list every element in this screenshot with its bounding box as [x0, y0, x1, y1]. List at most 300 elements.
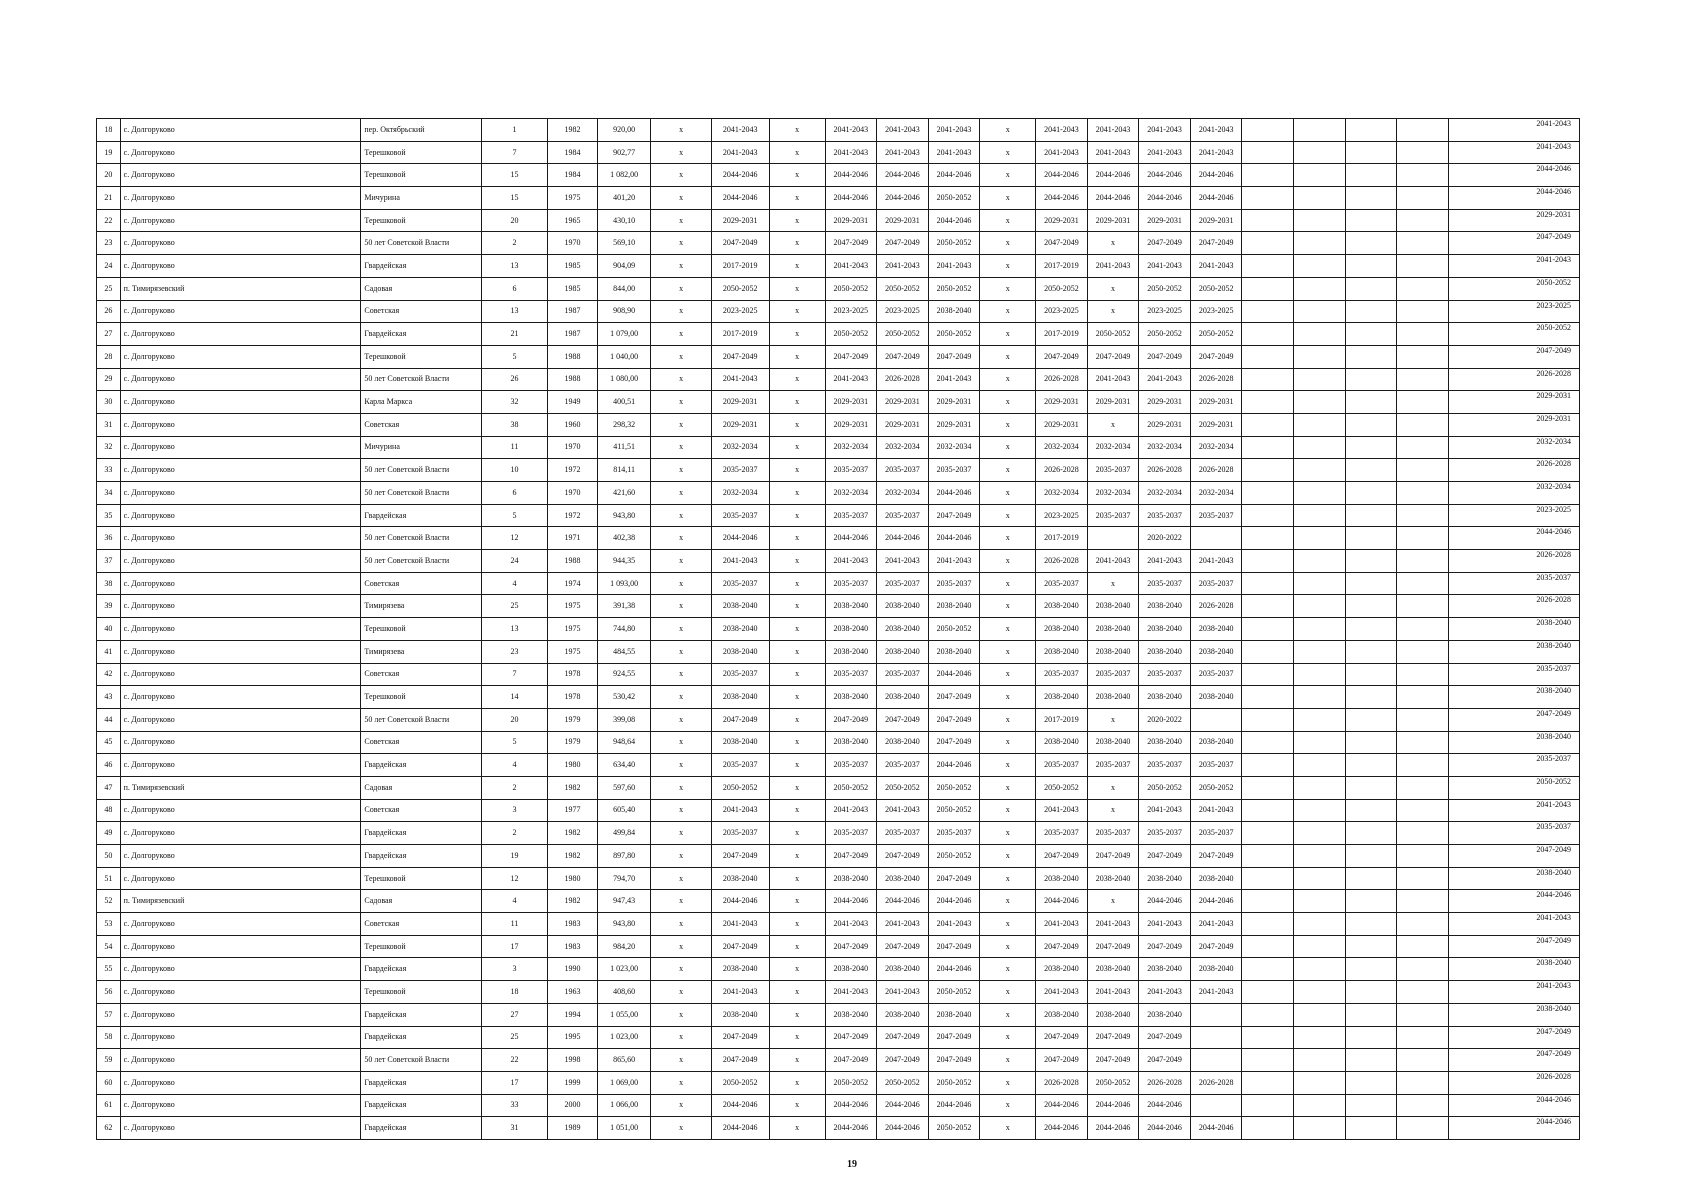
cell-c15-cell: x [1087, 413, 1139, 436]
cell-c18-cell [1242, 686, 1294, 709]
cell-c17-cell: 2044-2046 [1190, 890, 1242, 913]
row-number-cell: 52 [97, 890, 121, 913]
cell-c9-cell: x [769, 799, 825, 822]
row-number-cell: 27 [97, 323, 121, 346]
cell-c18-cell [1242, 663, 1294, 686]
cell-c7-cell: x [651, 958, 711, 981]
planned-period-cell: 2023-2025 [1448, 300, 1579, 323]
cell-c12-cell: 2035-2037 [928, 572, 980, 595]
planned-period-cell: 2026-2028 [1448, 550, 1579, 573]
cell-c15-cell: 2035-2037 [1087, 754, 1139, 777]
cell-c17-cell: 2041-2043 [1190, 119, 1242, 142]
cell-c13-cell: x [980, 1094, 1036, 1117]
cell-c11-cell: 2038-2040 [877, 958, 929, 981]
cell-c13-cell: x [980, 527, 1036, 550]
street-cell: Гвардейская [361, 845, 481, 868]
cell-c17-cell [1190, 1094, 1242, 1117]
street-cell: Терешковой [361, 867, 481, 890]
cell-c16-cell: 2041-2043 [1139, 368, 1191, 391]
cell-c8-cell: 2038-2040 [711, 686, 769, 709]
cell-c11-cell: 2035-2037 [877, 754, 929, 777]
cell-c20-cell [1345, 119, 1397, 142]
cell-c8-cell: 2044-2046 [711, 1094, 769, 1117]
settlement-cell: с. Долгоруково [120, 1117, 361, 1140]
street-cell: Советская [361, 731, 481, 754]
cell-c14-cell: 2038-2040 [1036, 686, 1088, 709]
cell-c17-cell: 2038-2040 [1190, 686, 1242, 709]
cell-c14-cell: 2047-2049 [1036, 232, 1088, 255]
planned-period-cell: 2038-2040 [1448, 1003, 1579, 1026]
cell-c19-cell [1294, 708, 1346, 731]
row-number-cell: 26 [97, 300, 121, 323]
cell-c11-cell: 2038-2040 [877, 595, 929, 618]
house-number-cell: 20 [481, 209, 548, 232]
planned-period-cell: 2041-2043 [1448, 799, 1579, 822]
cell-c12-cell: 2044-2046 [928, 1094, 980, 1117]
house-number-cell: 11 [481, 913, 548, 936]
settlement-cell: с. Долгоруково [120, 981, 361, 1004]
cell-c19-cell [1294, 981, 1346, 1004]
year-built-cell: 1983 [548, 913, 597, 936]
cell-c7-cell: x [651, 323, 711, 346]
cell-c13-cell: x [980, 300, 1036, 323]
table-row [97, 845, 1580, 868]
cell-c12-cell: 2041-2043 [928, 913, 980, 936]
cell-c20-cell [1345, 822, 1397, 845]
cell-c17-cell: 2050-2052 [1190, 323, 1242, 346]
cell-c11-cell: 2032-2034 [877, 482, 929, 505]
row-number-cell: 37 [97, 550, 121, 573]
cell-c17-cell: 2038-2040 [1190, 731, 1242, 754]
cell-c10-cell: 2044-2046 [825, 890, 877, 913]
cell-c8-cell: 2035-2037 [711, 572, 769, 595]
planned-period-cell: 2041-2043 [1448, 255, 1579, 278]
house-number-cell: 6 [481, 277, 548, 300]
cell-c8-cell: 2035-2037 [711, 822, 769, 845]
cell-c16-cell: 2035-2037 [1139, 663, 1191, 686]
planned-period-cell: 2035-2037 [1448, 572, 1579, 595]
house-number-cell: 19 [481, 845, 548, 868]
cell-c19-cell [1294, 187, 1346, 210]
cell-c8-cell: 2044-2046 [711, 890, 769, 913]
cell-c14-cell: 2032-2034 [1036, 436, 1088, 459]
cell-c19-cell [1294, 935, 1346, 958]
house-number-cell: 12 [481, 867, 548, 890]
cell-c21-cell [1397, 731, 1449, 754]
cell-c10-cell: 2029-2031 [825, 391, 877, 414]
area-cell: 897,80 [597, 845, 651, 868]
cell-c12-cell: 2035-2037 [928, 822, 980, 845]
cell-c19-cell [1294, 345, 1346, 368]
cell-c12-cell: 2050-2052 [928, 277, 980, 300]
cell-c7-cell: x [651, 867, 711, 890]
cell-c19-cell [1294, 776, 1346, 799]
cell-c19-cell [1294, 1026, 1346, 1049]
year-built-cell: 1965 [548, 209, 597, 232]
table-row [97, 595, 1580, 618]
cell-c9-cell: x [769, 413, 825, 436]
cell-c16-cell: 2032-2034 [1139, 436, 1191, 459]
cell-c16-cell: 2041-2043 [1139, 141, 1191, 164]
cell-c20-cell [1345, 413, 1397, 436]
cell-c7-cell: x [651, 345, 711, 368]
table-row [97, 459, 1580, 482]
cell-c7-cell: x [651, 799, 711, 822]
cell-c12-cell: 2038-2040 [928, 300, 980, 323]
cell-c13-cell: x [980, 708, 1036, 731]
cell-c20-cell [1345, 776, 1397, 799]
cell-c17-cell: 2041-2043 [1190, 550, 1242, 573]
cell-c13-cell: x [980, 209, 1036, 232]
cell-c13-cell: x [980, 187, 1036, 210]
row-number-cell: 43 [97, 686, 121, 709]
cell-c10-cell: 2047-2049 [825, 232, 877, 255]
row-number-cell: 46 [97, 754, 121, 777]
house-number-cell: 4 [481, 890, 548, 913]
cell-c17-cell: 2041-2043 [1190, 255, 1242, 278]
cell-c16-cell: 2047-2049 [1139, 845, 1191, 868]
cell-c8-cell: 2044-2046 [711, 164, 769, 187]
cell-c9-cell: x [769, 595, 825, 618]
cell-c8-cell: 2041-2043 [711, 981, 769, 1004]
settlement-cell: с. Долгоруково [120, 799, 361, 822]
cell-c15-cell: 2044-2046 [1087, 1094, 1139, 1117]
cell-c8-cell: 2032-2034 [711, 436, 769, 459]
street-cell: Гвардейская [361, 1003, 481, 1026]
cell-c17-cell [1190, 1003, 1242, 1026]
area-cell: 1 080,00 [597, 368, 651, 391]
street-cell: Гвардейская [361, 1094, 481, 1117]
cell-c16-cell: 2044-2046 [1139, 1094, 1191, 1117]
cell-c9-cell: x [769, 482, 825, 505]
cell-c16-cell: 2041-2043 [1139, 913, 1191, 936]
cell-c19-cell [1294, 663, 1346, 686]
cell-c15-cell: 2035-2037 [1087, 663, 1139, 686]
cell-c15-cell: 2035-2037 [1087, 459, 1139, 482]
cell-c8-cell: 2041-2043 [711, 119, 769, 142]
cell-c10-cell: 2041-2043 [825, 255, 877, 278]
cell-c12-cell: 2047-2049 [928, 504, 980, 527]
area-cell: 1 093,00 [597, 572, 651, 595]
cell-c11-cell: 2047-2049 [877, 232, 929, 255]
house-number-cell: 21 [481, 323, 548, 346]
settlement-cell: с. Долгоруково [120, 618, 361, 641]
cell-c20-cell [1345, 345, 1397, 368]
cell-c21-cell [1397, 1094, 1449, 1117]
cell-c19-cell [1294, 550, 1346, 573]
cell-c16-cell: 2038-2040 [1139, 867, 1191, 890]
cell-c14-cell: 2050-2052 [1036, 277, 1088, 300]
street-cell: Гвардейская [361, 958, 481, 981]
cell-c10-cell: 2032-2034 [825, 482, 877, 505]
cell-c12-cell: 2050-2052 [928, 618, 980, 641]
cell-c13-cell: x [980, 550, 1036, 573]
cell-c21-cell [1397, 323, 1449, 346]
street-cell: 50 лет Советской Власти [361, 459, 481, 482]
street-cell: Советская [361, 572, 481, 595]
cell-c7-cell: x [651, 686, 711, 709]
year-built-cell: 1963 [548, 981, 597, 1004]
cell-c18-cell [1242, 731, 1294, 754]
area-cell: 401,20 [597, 187, 651, 210]
cell-c15-cell: 2044-2046 [1087, 187, 1139, 210]
year-built-cell: 1960 [548, 413, 597, 436]
cell-c13-cell: x [980, 323, 1036, 346]
cell-c14-cell: 2041-2043 [1036, 119, 1088, 142]
house-number-cell: 2 [481, 776, 548, 799]
area-cell: 1 069,00 [597, 1071, 651, 1094]
area-cell: 924,55 [597, 663, 651, 686]
row-number-cell: 31 [97, 413, 121, 436]
cell-c17-cell: 2044-2046 [1190, 164, 1242, 187]
area-cell: 634,40 [597, 754, 651, 777]
cell-c9-cell: x [769, 527, 825, 550]
year-built-cell: 1982 [548, 119, 597, 142]
row-number-cell: 54 [97, 935, 121, 958]
row-number-cell: 50 [97, 845, 121, 868]
street-cell: Советская [361, 300, 481, 323]
year-built-cell: 1970 [548, 482, 597, 505]
cell-c21-cell [1397, 958, 1449, 981]
cell-c18-cell [1242, 391, 1294, 414]
cell-c13-cell: x [980, 368, 1036, 391]
area-cell: 1 066,00 [597, 1094, 651, 1117]
house-number-cell: 3 [481, 799, 548, 822]
cell-c19-cell [1294, 209, 1346, 232]
year-built-cell: 1970 [548, 232, 597, 255]
cell-c13-cell: x [980, 935, 1036, 958]
cell-c15-cell: 2047-2049 [1087, 345, 1139, 368]
cell-c9-cell: x [769, 345, 825, 368]
year-built-cell: 1987 [548, 300, 597, 323]
cell-c7-cell: x [651, 527, 711, 550]
cell-c8-cell: 2032-2034 [711, 482, 769, 505]
street-cell: Гвардейская [361, 504, 481, 527]
cell-c21-cell [1397, 413, 1449, 436]
cell-c12-cell: 2050-2052 [928, 799, 980, 822]
cell-c8-cell: 2038-2040 [711, 731, 769, 754]
year-built-cell: 1982 [548, 845, 597, 868]
cell-c16-cell: 2047-2049 [1139, 1026, 1191, 1049]
cell-c9-cell: x [769, 913, 825, 936]
cell-c15-cell: 2038-2040 [1087, 618, 1139, 641]
row-number-cell: 47 [97, 776, 121, 799]
cell-c21-cell [1397, 890, 1449, 913]
area-cell: 298,32 [597, 413, 651, 436]
cell-c7-cell: x [651, 1094, 711, 1117]
table-row [97, 300, 1580, 323]
cell-c10-cell: 2035-2037 [825, 504, 877, 527]
cell-c10-cell: 2041-2043 [825, 799, 877, 822]
cell-c20-cell [1345, 981, 1397, 1004]
cell-c13-cell: x [980, 504, 1036, 527]
cell-c12-cell: 2044-2046 [928, 527, 980, 550]
cell-c19-cell [1294, 845, 1346, 868]
cell-c19-cell [1294, 277, 1346, 300]
street-cell: 50 лет Советской Власти [361, 550, 481, 573]
cell-c10-cell: 2035-2037 [825, 459, 877, 482]
cell-c9-cell: x [769, 436, 825, 459]
cell-c17-cell: 2026-2028 [1190, 1071, 1242, 1094]
cell-c21-cell [1397, 776, 1449, 799]
table-row [97, 550, 1580, 573]
cell-c14-cell: 2038-2040 [1036, 595, 1088, 618]
planned-period-cell: 2026-2028 [1448, 1071, 1579, 1094]
row-number-cell: 22 [97, 209, 121, 232]
cell-c7-cell: x [651, 1003, 711, 1026]
cell-c17-cell: 2044-2046 [1190, 1117, 1242, 1140]
cell-c14-cell: 2017-2019 [1036, 255, 1088, 278]
cell-c11-cell: 2047-2049 [877, 345, 929, 368]
cell-c12-cell: 2041-2043 [928, 255, 980, 278]
cell-c12-cell: 2032-2034 [928, 436, 980, 459]
row-number-cell: 19 [97, 141, 121, 164]
planned-period-cell: 2044-2046 [1448, 527, 1579, 550]
cell-c20-cell [1345, 1094, 1397, 1117]
cell-c9-cell: x [769, 141, 825, 164]
cell-c8-cell: 2044-2046 [711, 1117, 769, 1140]
table-row [97, 119, 1580, 142]
settlement-cell: с. Долгоруково [120, 640, 361, 663]
cell-c10-cell: 2047-2049 [825, 1049, 877, 1072]
cell-c18-cell [1242, 504, 1294, 527]
cell-c10-cell: 2050-2052 [825, 1071, 877, 1094]
year-built-cell: 1975 [548, 640, 597, 663]
cell-c18-cell [1242, 845, 1294, 868]
year-built-cell: 1977 [548, 799, 597, 822]
cell-c19-cell [1294, 754, 1346, 777]
row-number-cell: 49 [97, 822, 121, 845]
cell-c15-cell: 2032-2034 [1087, 436, 1139, 459]
cell-c15-cell: 2047-2049 [1087, 1026, 1139, 1049]
cell-c9-cell: x [769, 1003, 825, 1026]
street-cell: 50 лет Советской Власти [361, 368, 481, 391]
cell-c11-cell: 2044-2046 [877, 890, 929, 913]
area-cell: 984,20 [597, 935, 651, 958]
cell-c14-cell: 2038-2040 [1036, 867, 1088, 890]
cell-c13-cell: x [980, 255, 1036, 278]
cell-c17-cell [1190, 708, 1242, 731]
cell-c10-cell: 2047-2049 [825, 708, 877, 731]
cell-c21-cell [1397, 1071, 1449, 1094]
cell-c18-cell [1242, 958, 1294, 981]
house-number-cell: 27 [481, 1003, 548, 1026]
cell-c16-cell: 2029-2031 [1139, 413, 1191, 436]
cell-c17-cell: 2038-2040 [1190, 618, 1242, 641]
cell-c10-cell: 2050-2052 [825, 776, 877, 799]
cell-c14-cell: 2035-2037 [1036, 822, 1088, 845]
planned-period-cell: 2029-2031 [1448, 209, 1579, 232]
cell-c19-cell [1294, 119, 1346, 142]
cell-c11-cell: 2029-2031 [877, 391, 929, 414]
cell-c10-cell: 2035-2037 [825, 663, 877, 686]
cell-c7-cell: x [651, 731, 711, 754]
cell-c19-cell [1294, 913, 1346, 936]
cell-c16-cell: 2026-2028 [1139, 459, 1191, 482]
house-number-cell: 32 [481, 391, 548, 414]
row-number-cell: 51 [97, 867, 121, 890]
cell-c17-cell: 2047-2049 [1190, 935, 1242, 958]
cell-c7-cell: x [651, 776, 711, 799]
cell-c19-cell [1294, 436, 1346, 459]
cell-c12-cell: 2050-2052 [928, 776, 980, 799]
cell-c19-cell [1294, 459, 1346, 482]
planned-period-cell: 2041-2043 [1448, 119, 1579, 142]
year-built-cell: 1979 [548, 708, 597, 731]
cell-c13-cell: x [980, 845, 1036, 868]
cell-c21-cell [1397, 1049, 1449, 1072]
house-number-cell: 25 [481, 595, 548, 618]
street-cell: 50 лет Советской Власти [361, 1049, 481, 1072]
cell-c19-cell [1294, 1071, 1346, 1094]
cell-c8-cell: 2038-2040 [711, 618, 769, 641]
cell-c12-cell: 2050-2052 [928, 1117, 980, 1140]
cell-c8-cell: 2047-2049 [711, 345, 769, 368]
settlement-cell: с. Долгоруково [120, 867, 361, 890]
year-built-cell: 1980 [548, 754, 597, 777]
cell-c20-cell [1345, 187, 1397, 210]
cell-c9-cell: x [769, 731, 825, 754]
area-cell: 920,00 [597, 119, 651, 142]
cell-c20-cell [1345, 572, 1397, 595]
cell-c8-cell: 2041-2043 [711, 550, 769, 573]
planned-period-cell: 2038-2040 [1448, 958, 1579, 981]
cell-c21-cell [1397, 845, 1449, 868]
cell-c8-cell: 2041-2043 [711, 368, 769, 391]
cell-c16-cell: 2038-2040 [1139, 640, 1191, 663]
street-cell: 50 лет Советской Власти [361, 482, 481, 505]
cell-c19-cell [1294, 1049, 1346, 1072]
cell-c14-cell: 2038-2040 [1036, 640, 1088, 663]
table-row [97, 141, 1580, 164]
year-built-cell: 1990 [548, 958, 597, 981]
planned-period-cell: 2047-2049 [1448, 345, 1579, 368]
cell-c20-cell [1345, 300, 1397, 323]
schedule-table-body [97, 119, 1580, 1140]
year-built-cell: 1994 [548, 1003, 597, 1026]
cell-c15-cell: x [1087, 277, 1139, 300]
table-row [97, 413, 1580, 436]
table-row [97, 187, 1580, 210]
cell-c14-cell: 2038-2040 [1036, 731, 1088, 754]
cell-c10-cell: 2038-2040 [825, 595, 877, 618]
cell-c9-cell: x [769, 663, 825, 686]
cell-c13-cell: x [980, 391, 1036, 414]
cell-c8-cell: 2035-2037 [711, 663, 769, 686]
cell-c8-cell: 2047-2049 [711, 935, 769, 958]
planned-period-cell: 2047-2049 [1448, 935, 1579, 958]
settlement-cell: с. Долгоруково [120, 595, 361, 618]
cell-c8-cell: 2035-2037 [711, 754, 769, 777]
planned-period-cell: 2050-2052 [1448, 323, 1579, 346]
area-cell: 499,84 [597, 822, 651, 845]
cell-c18-cell [1242, 822, 1294, 845]
cell-c9-cell: x [769, 776, 825, 799]
cell-c9-cell: x [769, 686, 825, 709]
cell-c15-cell: 2044-2046 [1087, 164, 1139, 187]
cell-c13-cell: x [980, 436, 1036, 459]
cell-c19-cell [1294, 799, 1346, 822]
cell-c8-cell: 2023-2025 [711, 300, 769, 323]
cell-c15-cell: 2041-2043 [1087, 368, 1139, 391]
cell-c13-cell: x [980, 776, 1036, 799]
settlement-cell: с. Долгоруково [120, 1026, 361, 1049]
cell-c7-cell: x [651, 413, 711, 436]
year-built-cell: 1971 [548, 527, 597, 550]
cell-c9-cell: x [769, 1049, 825, 1072]
cell-c11-cell: 2035-2037 [877, 822, 929, 845]
house-number-cell: 4 [481, 754, 548, 777]
